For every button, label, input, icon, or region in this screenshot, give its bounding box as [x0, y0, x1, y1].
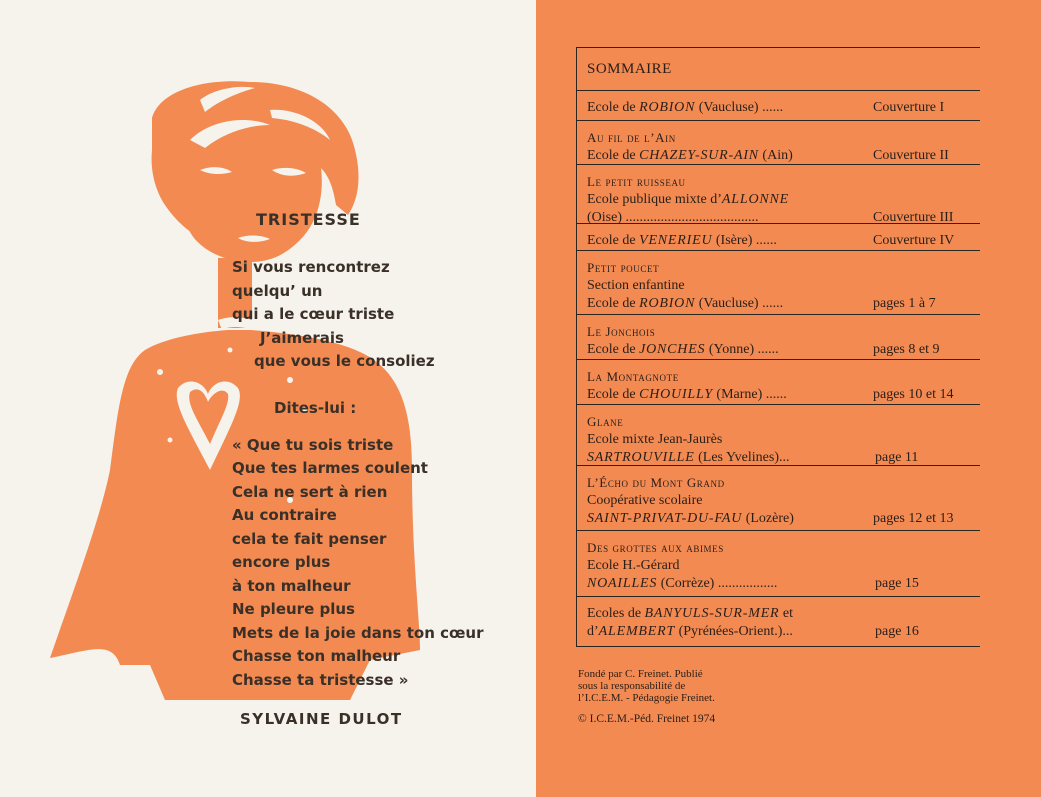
sommaire-entry-line: Petit poucet — [587, 260, 660, 275]
sommaire-entry-line: Ecole de CHAZEY-SUR-AIN (Ain) — [587, 148, 793, 163]
sommaire-page-ref: page 15 — [875, 576, 919, 591]
sommaire-entry-line: Coopérative scolaire — [587, 493, 703, 508]
sommaire-entry-line: SARTROUVILLE (Les Yvelines)... — [587, 450, 790, 465]
sommaire-entry — [577, 120, 980, 165]
publisher-note-line: Fondé par C. Freinet. Publié — [578, 668, 703, 680]
copyright-line: © I.C.E.M.-Péd. Freinet 1974 — [578, 713, 716, 725]
poem-line: que vous le consoliez — [254, 352, 435, 370]
sommaire-page-ref: pages 8 et 9 — [873, 342, 940, 357]
publisher-note-line: l’I.C.E.M. - Pédagogie Freinet. — [578, 692, 715, 704]
sommaire-entry-line: (Oise) ...................................... — [587, 210, 759, 225]
sommaire-entry — [577, 250, 980, 315]
sommaire-entry-line: Glane — [587, 414, 624, 429]
sommaire-entry — [577, 404, 980, 466]
sommaire-entry-line: Ecoles de BANYULS-SUR-MER et — [587, 606, 794, 621]
poem-line: Chasse ton malheur — [232, 647, 401, 665]
publisher-note-line: sous la responsabilité de — [578, 680, 686, 692]
sommaire-entry-line: Le Jonchois — [587, 324, 656, 339]
sommaire-entry-line: Ecole de ROBION (Vaucluse) ...... — [587, 296, 784, 311]
sommaire-page-ref: page 16 — [875, 624, 919, 639]
sommaire-entry-line: d’ALEMBERT (Pyrénées-Orient.)... — [587, 624, 793, 639]
poem-line-dites: Dites-lui : — [274, 398, 357, 417]
sommaire-entry — [577, 223, 980, 251]
sommaire-entry — [577, 90, 980, 121]
poem-line: J’aimerais — [260, 328, 344, 347]
poem-line: Ne pleure plus — [232, 600, 355, 618]
sommaire-entry-line: NOAILLES (Corrèze) ................. — [587, 576, 778, 591]
poem-line: à ton malheur — [232, 576, 351, 595]
sommaire-entry-line: Ecole de VENERIEU (Isère) ...... — [587, 233, 777, 248]
sommaire-page-ref: Couverture I — [873, 100, 945, 115]
sommaire-page-ref: pages 1 à 7 — [873, 296, 936, 311]
sommaire-page-ref: pages 12 et 13 — [873, 511, 954, 526]
sommaire-entry — [577, 465, 980, 531]
sommaire-entry-line: Ecole H.-Gérard — [587, 558, 680, 573]
poem-line: qui a le cœur triste — [232, 305, 395, 323]
sommaire-page-ref: Couverture III — [873, 210, 954, 225]
poem-line: encore plus — [232, 553, 331, 571]
poem-title: TRISTESSE — [256, 210, 361, 229]
sommaire-entry-line: La Montagnote — [587, 369, 679, 384]
sommaire-entry-line: Ecole mixte Jean-Jaurès — [587, 432, 723, 447]
poem-line: Cela ne sert à rien — [232, 482, 388, 501]
sommaire-entry-line: Ecole de JONCHES (Yonne) ...... — [587, 342, 779, 357]
sommaire-entry-line: Au fil de l’Ain — [587, 130, 676, 145]
poem-line: « Que tu sois triste — [232, 435, 394, 454]
sommaire-page-ref: Couverture IV — [873, 233, 955, 248]
sommaire-entry-line: Des grottes aux abimes — [587, 540, 724, 555]
sommaire-entry — [577, 314, 980, 360]
poem-line: Au contraire — [232, 506, 337, 524]
sommaire-page-ref: page 11 — [875, 450, 919, 465]
poem-line: Mets de la joie dans ton cœur — [232, 623, 484, 642]
sommaire-box — [576, 47, 980, 647]
sommaire-entry-line: Ecole de ROBION (Vaucluse) ...... — [587, 100, 784, 115]
poem-author: SYLVAINE DULOT — [240, 710, 403, 728]
sommaire-entry-line: L’Écho du Mont Grand — [587, 475, 725, 490]
poem-line: Si vous rencontrez — [232, 258, 390, 276]
poem-line: cela te fait penser — [232, 529, 387, 548]
sommaire-entry-line: Le petit ruisseau — [587, 174, 686, 189]
sommaire-entry — [577, 164, 980, 224]
sommaire-page-ref: Couverture II — [873, 148, 949, 163]
sommaire-entry-line: Ecole publique mixte d’ALLONNE — [587, 192, 789, 207]
sommaire-entry — [577, 596, 980, 647]
publisher-note — [578, 668, 715, 704]
sommaire-page-ref: pages 10 et 14 — [873, 387, 954, 402]
sommaire-entry-line: Section enfantine — [587, 278, 685, 293]
poem-line: Que tes larmes coulent — [232, 459, 428, 477]
poem-line: Chasse ta tristesse » — [232, 670, 409, 689]
sommaire-title: SOMMAIRE — [587, 61, 672, 77]
sommaire-entry — [577, 359, 980, 405]
poem-line: quelqu’ un — [232, 281, 323, 300]
sommaire-entry-line: Ecole de CHOUILLY (Marne) ...... — [587, 387, 787, 402]
sommaire-entry-line: SAINT-PRIVAT-DU-FAU (Lozère) — [587, 511, 794, 526]
sommaire-entry — [577, 530, 980, 597]
